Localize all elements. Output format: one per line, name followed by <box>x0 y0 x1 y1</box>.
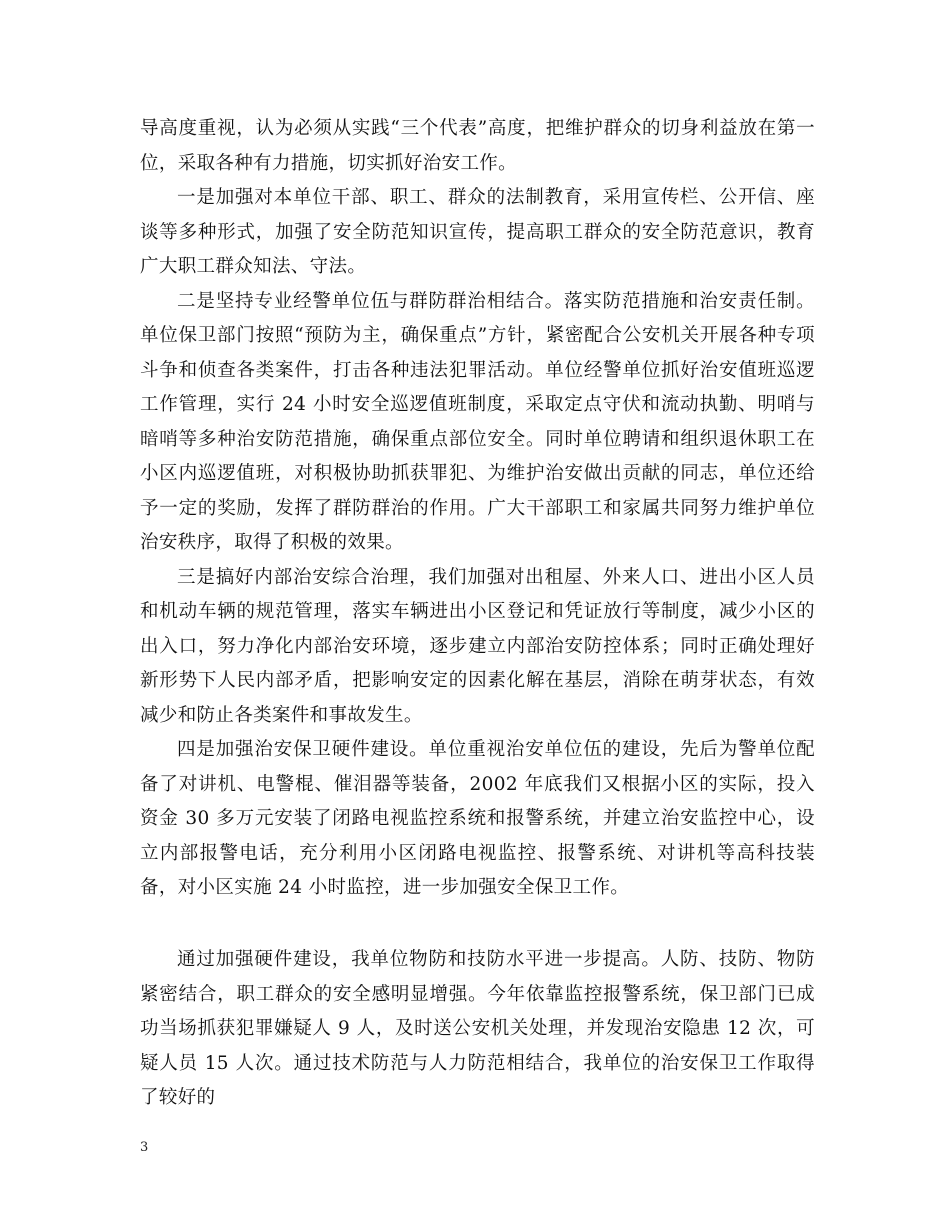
body-text-block-1 <box>140 112 815 906</box>
paragraph-point-three: 三是搞好内部治安综合治理，我们加强对出租屋、外来人口、进出小区人员和机动车辆的规范管理，落实车辆进出小区登记和凭证放行等制度，减少小区的出入口，努力净化内部治安环境，逐步建立内部治安防控体系；同时正确处理好新形势下人民内部矛盾，把影响安定的因素化解在基层，消除在萌芽状态，有效减少和防止各类案件和事故发生。 <box>140 566 815 726</box>
paragraph-point-four: 四是加强治安保卫硬件建设。单位重视治安单位伍的建设，先后为警单位配备了对讲机、电警棍、催泪器等装备，2002 年底我们又根据小区的实际，投入资金 30 多万元安装了闭路电视监控系统和报警系统，并建立治安监控中心，设立内部报警电话，充分利用小区闭路电视监控、报警系统、对讲机等高科技装备，对小区实施 24 小时监控，进一步加强安全保卫工作。 <box>140 739 815 898</box>
paragraph-point-two: 二是坚持专业经警单位伍与群防群治相结合。落实防范措施和治安责任制。单位保卫部门按照“预防为主，确保重点”方针，紧密配合公安机关开展各种专项斗争和侦查各类案件，打击各种违法犯罪活动。单位经警单位抓好治安值班巡逻工作管理，实行 24 小时安全巡逻值班制度，采取定点守伏和流动执勤、明哨与暗哨等多种治安防范措施，确保重点部位安全。同时单位聘请和组织退休职工在小区内巡逻值班，对积极协助抓获罪犯、为维护治安做出贡献的同志，单位还给予一定的奖励，发挥了群防群治的作用。广大干部职工和家属共同努力维护单位治安秩序，取得了积极的效果。 <box>140 290 815 553</box>
paragraph-results: 通过加强硬件建设，我单位物防和技防水平进一步提高。人防、技防、物防紧密结合，职工群众的安全感明显增强。今年依靠监控报警系统，保卫部门已成功当场抓获犯罪嫌疑人 9 人，及时送公安机关处理，并发现治安隐患 12 次，可疑人员 15 人次。通过技术防范与人力防范相结合，我单位的治安保卫工作取得了较好的 <box>140 949 815 1108</box>
body-text-block-2 <box>140 943 815 1116</box>
paragraph-point-one: 一是加强对本单位干部、职工、群众的法制教育，采用宣传栏、公开信、座谈等多种形式，加强了安全防范知识宣传，提高职工群众的安全防范意识，教育广大职工群众知法、守法。 <box>140 187 815 277</box>
page-number: 3 <box>140 1140 149 1155</box>
paragraph-continuation: 导高度重视，认为必须从实践“三个代表”高度，把维护群众的切身利益放在第一位，采取各种有力措施，切实抓好治安工作。 <box>140 118 815 174</box>
